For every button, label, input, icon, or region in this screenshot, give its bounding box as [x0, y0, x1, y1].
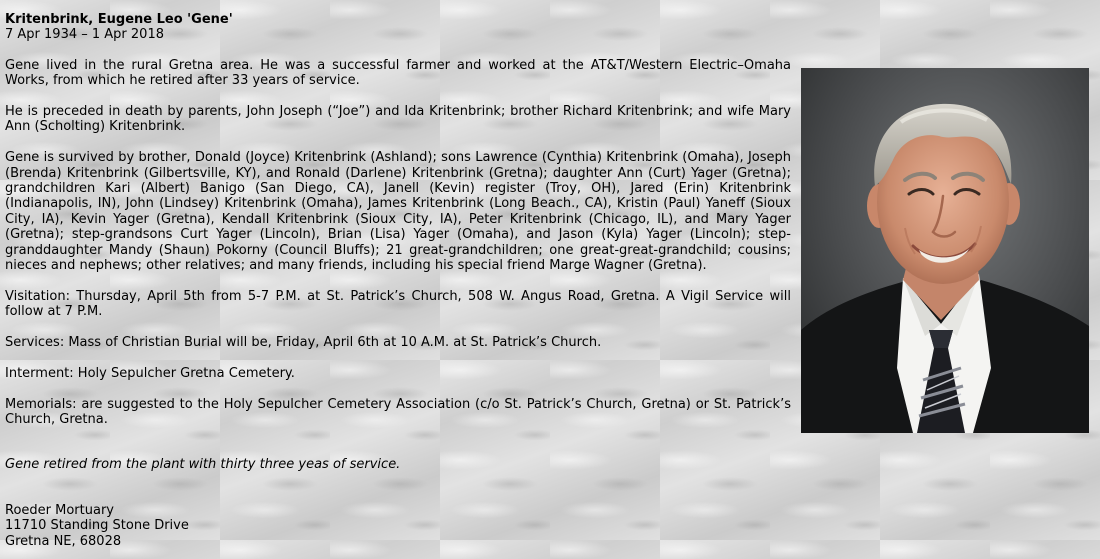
- tagline: Gene retired from the plant with thirty three yeas of service.: [5, 457, 401, 473]
- mortuary-street: 11710 Standing Stone Drive: [5, 518, 189, 534]
- bio-paragraph: Gene lived in the rural Gretna area. He was a successful farmer and worked at the AT&T/Western Electric–Omaha Works, from which he retired after 33 years of service.: [5, 57, 791, 89]
- mortuary-name: Roeder Mortuary: [5, 502, 114, 518]
- mortuary-address: [5, 503, 791, 549]
- visitation-paragraph: Visitation: Thursday, April 5th from 5-7 P.M. at St. Patrick’s Church, 508 W. Angus Road, Gretna. A Vigil Service will follow at 7 P.M.: [5, 288, 791, 320]
- memorials-paragraph: Memorials: are suggested to the Holy Sepulcher Cemetery Association (c/o St. Patrick’s Church, Gretna) or St. Patrick’s Church, Gretna.: [5, 396, 791, 428]
- deceased-name: Kritenbrink, Eugene Leo 'Gene': [5, 12, 233, 27]
- portrait-illustration: [801, 68, 1089, 433]
- survived-paragraph: Gene is survived by brother, Donald (Joyce) Kritenbrink (Ashland); sons Lawrence (Cynthia) Kritenbrink (Omaha), Joseph (Brenda) Kritenbrink (Gilbertsville, KY), and Ronald (Darlene) Kritenbrink (Gretna); daughter Ann (Curt) Yager (Gretna); grandchildren Kari (Albert) Banigo (San Diego, CA), Janell (Kevin) register (Troy, OH), Jared (Erin) Kritenbrink (Indianapolis, IN), John (Lindsey) Kritenbrink (Omaha), James Kritenbrink (Long Beach., CA), Kristin (Paul) Yaneff (Sioux City, IA), Kevin Yager (Gretna), Kendall Kritenbrink (Sioux City, IA), Peter Kritenbrink (Chicago, IL), and Mary Yager (Gretna); step-grandsons Curt Yager (Lincoln), Brian (Lisa) Yager (Omaha), and Jason (Kyla) Yager (Lincoln); step-granddaughter Mandy (Shaun) Pokorny (Council Bluffs); 21 great-grandchildren; one great-great-grandchild; cousins; nieces and nephews; other relatives; and many friends, including his special friend Marge Wagner (Gretna).: [5, 150, 791, 274]
- services-paragraph: Services: Mass of Christian Burial will be, Friday, April 6th at 10 A.M. at St. Patrick’s Church.: [5, 335, 602, 351]
- interment-paragraph: Interment: Holy Sepulcher Gretna Cemetery.: [5, 365, 295, 381]
- life-dates: 7 Apr 1934 – 1 Apr 2018: [5, 27, 164, 43]
- preceded-paragraph: He is preceded in death by parents, John Joseph (“Joe”) and Ida Kritenbrink; brother Richard Kritenbrink; and wife Mary Ann (Scholting) Kritenbrink.: [5, 104, 791, 135]
- obituary-content: [5, 12, 791, 549]
- mortuary-city: Gretna NE, 68028: [5, 533, 122, 549]
- portrait-photo: [801, 68, 1089, 433]
